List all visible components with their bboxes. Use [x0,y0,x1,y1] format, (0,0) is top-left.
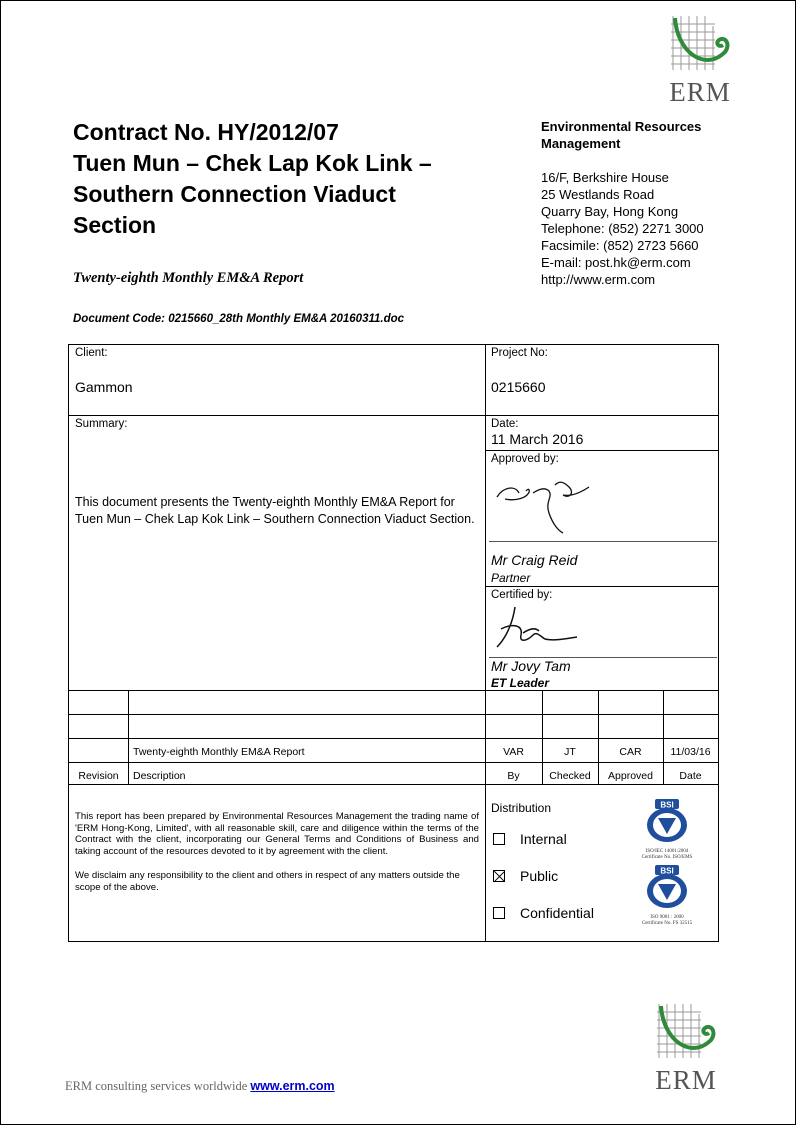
erm-logo-top [662,12,738,108]
footer [65,1079,335,1094]
certifier-title: ET Leader [491,676,550,690]
cert-line: Certificate No. FS 32515 [641,921,693,926]
internal-checkbox[interactable] [493,833,505,845]
cert-line: Certificate No. ISO/EMS [641,855,693,860]
footer-link[interactable]: www.erm.com [250,1079,335,1093]
erm-address [541,169,704,288]
public-label: Public [520,868,559,884]
certifier-name: Mr Jovy Tam [491,658,571,674]
erm-fern-icon [665,12,735,74]
revision-date: 11/03/16 [670,746,711,758]
date-label: Date: [491,418,519,430]
confidential-label: Confidential [520,905,594,921]
bsi-kitemark-icon [641,798,693,844]
erm-wordmark: ERM [655,1065,717,1095]
bsi-kitemark-icon [641,864,693,910]
document-control-table [68,344,719,942]
distribution-label: Distribution [491,801,552,815]
header-by: By [507,770,520,782]
summary-label: Summary: [75,418,128,430]
project-label: Project No: [491,347,548,359]
approved-label: Approved by: [491,453,559,465]
erm-wordmark: ERM [669,77,731,107]
email[interactable]: E-mail: post.hk@erm.com [541,255,691,270]
cert-line: ISO/IEC 14001:2004 [645,849,689,854]
facsimile: Facsimile: (852) 2723 5660 [541,238,699,253]
summary-text: This document presents the Twenty-eighth Monthly EM&A Report for Tuen Mun – Chek Lap Kok Link – Southern Connection Viaduct Section. [75,495,475,526]
revision-approved: CAR [619,746,642,758]
approver-title: Partner [491,571,531,585]
client-value: Gammon [75,379,133,395]
title-line: Southern Connection Viaduct [73,181,396,207]
title-line: Section [73,212,157,238]
erm-logo-bottom [648,1000,724,1096]
bsi-text: BSI [660,800,674,810]
internal-label: Internal [520,831,567,847]
erm-fern-icon [651,1000,721,1062]
address-line: 25 Westlands Road [541,187,655,202]
certifier-signature [493,603,603,657]
header-approved: Approved [608,770,653,782]
header-description: Description [133,770,186,782]
cert-line: ISO 9001 : 2000 [650,915,684,920]
address-line: Quarry Bay, Hong Kong [541,204,679,219]
disclaimer-text-2: We disclaim any responsibility to the client and others in respect of any matters outside the scope of the above. [75,870,460,893]
client-label: Client: [75,347,108,359]
header-checked: Checked [549,770,591,782]
footer-text: ERM consulting services worldwide [65,1079,251,1093]
bsi-cert-mark-1 [622,798,712,861]
date-value: 11 March 2016 [491,431,584,447]
disclaimer-text: This report has been prepared by Environmental Resources Management the trading name of 'ERM Hong-Kong, Limited', with all reasonable skill, care and diligence within the terms of the Contract with the client, incorporating our General Terms and Conditions of Business and taking account of the resources devoted to it by agreement with the client. [75,811,479,857]
title-line: Contract No. HY/2012/07 [73,119,339,145]
approver-signature [493,473,603,537]
revision-checked: JT [564,746,576,758]
document-code: Document Code: 0215660_28th Monthly EM&A 20160311.doc [73,313,405,325]
website[interactable]: http://www.erm.com [541,272,656,287]
title-line: Tuen Mun – Chek Lap Kok Link – [73,150,432,176]
document-title [73,117,493,241]
project-value: 0215660 [491,379,546,395]
address-line: 16/F, Berkshire House [541,170,669,185]
header-revision: Revision [78,770,119,782]
header-date: Date [679,770,702,782]
erm-org-name: Environmental Resources Management [541,119,702,151]
approver-name: Mr Craig Reid [491,552,578,568]
public-checkbox[interactable] [493,870,505,882]
telephone: Telephone: (852) 2271 3000 [541,221,704,236]
revision-by: VAR [503,746,524,758]
confidential-checkbox[interactable] [493,907,505,919]
revision-description: Twenty-eighth Monthly EM&A Report [133,746,305,758]
bsi-text: BSI [660,866,674,876]
report-subtitle: Twenty-eighth Monthly EM&A Report [73,270,304,286]
certified-label: Certified by: [491,589,553,601]
bsi-cert-mark-2 [622,864,712,927]
